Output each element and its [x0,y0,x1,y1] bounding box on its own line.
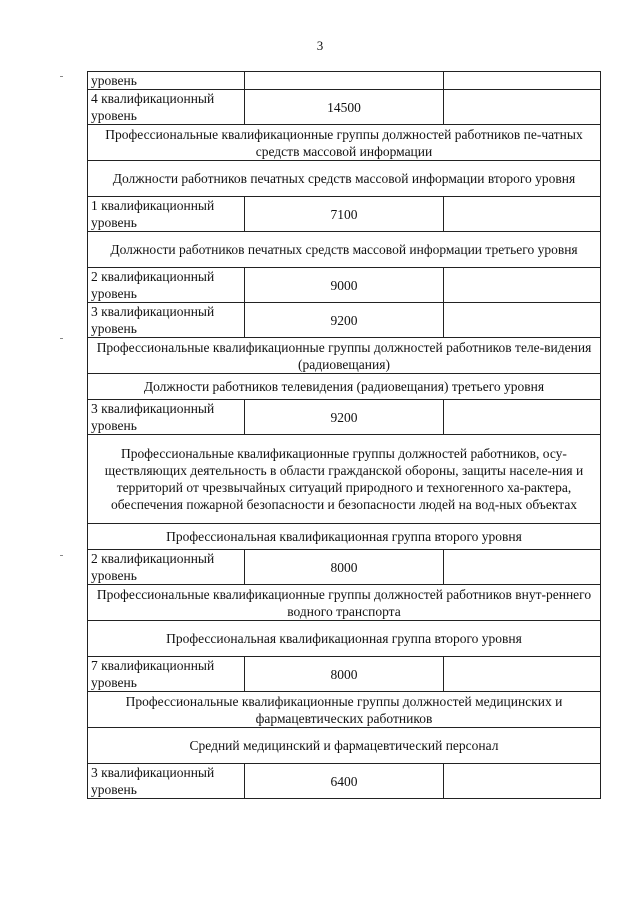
group-header-row [88,125,601,161]
group-header: Должности работников печатных средств массовой информации второго уровня [88,161,601,197]
salary-cell: 7100 [245,197,444,232]
group-header-row [88,232,601,268]
table-row [88,90,601,125]
salary-cell: 14500 [245,90,444,125]
level-cell: 3 квалификационный уровень [88,764,245,799]
scan-speck [60,76,63,77]
group-header: Профессиональные квалификационные группы должностей работников внут-реннего водного транспорта [88,585,601,621]
extra-cell [444,764,601,799]
level-cell: 2 квалификационный уровень [88,550,245,585]
group-header: Средний медицинский и фармацевтический персонал [88,728,601,764]
salary-cell [245,72,444,90]
salary-cell: 6400 [245,764,444,799]
table-row [88,400,601,435]
table-row [88,657,601,692]
scan-speck [60,555,63,556]
extra-cell [444,550,601,585]
extra-cell [444,268,601,303]
level-cell: 3 квалификационный уровень [88,303,245,338]
salary-cell: 8000 [245,657,444,692]
level-cell: 2 квалификационный уровень [88,268,245,303]
scan-speck [60,338,63,339]
group-header-row [88,161,601,197]
group-header: Профессиональные квалификационные группы должностей работников, осу-ществляющих деятельность в области гражданской обороны, защиты населе-ния и территорий от чрезвычайных ситуаций природного и техногенного ха-рактера, обеспечения пожарной безопасности и безопасности людей на вод-ных объектах [88,435,601,524]
level-cell: 4 квалификационный уровень [88,90,245,125]
salary-cell: 8000 [245,550,444,585]
group-header: Профессиональные квалификационные группы должностей медицинских и фармацевтических работников [88,692,601,728]
table-row [88,268,601,303]
level-cell: уровень [88,72,245,90]
group-header-row [88,728,601,764]
extra-cell [444,657,601,692]
group-header-row [88,338,601,374]
salary-table [87,71,601,799]
group-header: Должности работников телевидения (радиовещания) третьего уровня [88,374,601,400]
level-cell: 1 квалификационный уровень [88,197,245,232]
table-row [88,550,601,585]
level-cell: 7 квалификационный уровень [88,657,245,692]
extra-cell [444,197,601,232]
page-number: 3 [316,38,324,53]
extra-cell [444,400,601,435]
group-header: Профессиональные квалификационные группы должностей работников теле-видения (радиовещания) [88,338,601,374]
salary-cell: 9200 [245,400,444,435]
table-row [88,197,601,232]
extra-cell [444,72,601,90]
table-row [88,72,601,90]
group-header: Профессиональная квалификационная группа второго уровня [88,524,601,550]
group-header: Должности работников печатных средств массовой информации третьего уровня [88,232,601,268]
salary-cell: 9000 [245,268,444,303]
table-row [88,764,601,799]
extra-cell [444,90,601,125]
group-header-row [88,692,601,728]
group-header-row [88,621,601,657]
level-cell: 3 квалификационный уровень [88,400,245,435]
extra-cell [444,303,601,338]
group-header: Профессиональная квалификационная группа второго уровня [88,621,601,657]
group-header-row [88,585,601,621]
group-header-row [88,524,601,550]
salary-cell: 9200 [245,303,444,338]
group-header-row [88,435,601,524]
group-header: Профессиональные квалификационные группы должностей работников пе-чатных средств массовой информации [88,125,601,161]
table-row [88,303,601,338]
group-header-row [88,374,601,400]
